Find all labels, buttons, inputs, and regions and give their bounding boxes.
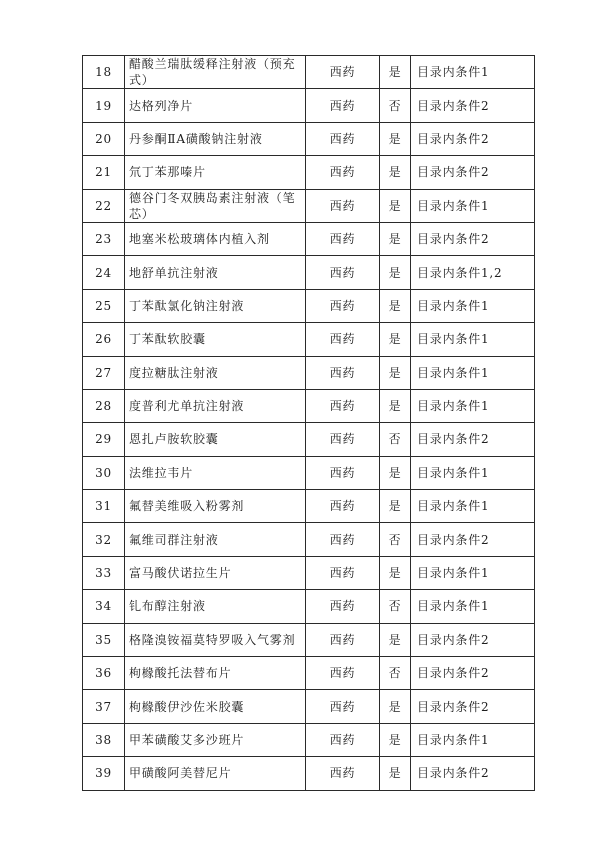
drug-category-cell: 西药	[306, 122, 380, 155]
yes-no-cell: 否	[380, 89, 411, 122]
drug-name-cell: 达格列净片	[125, 89, 306, 122]
drug-name-cell: 德谷门冬双胰岛素注射液（笔芯）	[125, 189, 306, 222]
drug-category-cell: 西药	[306, 256, 380, 289]
row-number-cell: 23	[83, 222, 125, 255]
yes-no-cell: 是	[380, 490, 411, 523]
table-row	[83, 690, 535, 723]
row-number-cell: 32	[83, 523, 125, 556]
table-row	[83, 723, 535, 756]
catalog-condition-cell: 目录内条件1	[411, 56, 535, 89]
drug-category-cell: 西药	[306, 523, 380, 556]
drug-category-cell: 西药	[306, 289, 380, 322]
drug-name-cell: 丁苯酞氯化钠注射液	[125, 289, 306, 322]
drug-name-cell: 恩扎卢胺软胶囊	[125, 423, 306, 456]
drug-name-cell: 丹参酮ⅡA磺酸钠注射液	[125, 122, 306, 155]
catalog-condition-cell: 目录内条件2	[411, 222, 535, 255]
drug-category-cell: 西药	[306, 757, 380, 790]
drug-category-cell: 西药	[306, 723, 380, 756]
table-row	[83, 456, 535, 489]
table-row	[83, 89, 535, 122]
table-row	[83, 122, 535, 155]
drug-list-table-body	[83, 56, 535, 791]
yes-no-cell: 是	[380, 757, 411, 790]
row-number-cell: 26	[83, 323, 125, 356]
drug-category-cell: 西药	[306, 456, 380, 489]
yes-no-cell: 是	[380, 623, 411, 656]
yes-no-cell: 是	[380, 122, 411, 155]
catalog-condition-cell: 目录内条件1	[411, 289, 535, 322]
drug-category-cell: 西药	[306, 156, 380, 189]
yes-no-cell: 否	[380, 590, 411, 623]
drug-name-cell: 地舒单抗注射液	[125, 256, 306, 289]
yes-no-cell: 是	[380, 690, 411, 723]
table-row	[83, 356, 535, 389]
yes-no-cell: 否	[380, 657, 411, 690]
yes-no-cell: 是	[380, 222, 411, 255]
catalog-condition-cell: 目录内条件2	[411, 423, 535, 456]
drug-name-cell: 氘丁苯那嗪片	[125, 156, 306, 189]
catalog-condition-cell: 目录内条件1	[411, 189, 535, 222]
drug-name-cell: 丁苯酞软胶囊	[125, 323, 306, 356]
yes-no-cell: 否	[380, 523, 411, 556]
drug-name-cell: 氟维司群注射液	[125, 523, 306, 556]
yes-no-cell: 是	[380, 323, 411, 356]
catalog-condition-cell: 目录内条件1	[411, 490, 535, 523]
row-number-cell: 33	[83, 556, 125, 589]
yes-no-cell: 是	[380, 156, 411, 189]
drug-category-cell: 西药	[306, 222, 380, 255]
catalog-condition-cell: 目录内条件2	[411, 757, 535, 790]
drug-name-cell: 甲苯磺酸艾多沙班片	[125, 723, 306, 756]
table-row	[83, 623, 535, 656]
yes-no-cell: 是	[380, 356, 411, 389]
table-row	[83, 423, 535, 456]
drug-name-cell: 格隆溴铵福莫特罗吸入气雾剂	[125, 623, 306, 656]
table-row	[83, 523, 535, 556]
drug-name-cell: 氟替美维吸入粉雾剂	[125, 490, 306, 523]
table-row	[83, 590, 535, 623]
drug-name-cell: 钆布醇注射液	[125, 590, 306, 623]
catalog-condition-cell: 目录内条件1	[411, 590, 535, 623]
drug-category-cell: 西药	[306, 56, 380, 89]
yes-no-cell: 是	[380, 389, 411, 422]
catalog-condition-cell: 目录内条件2	[411, 523, 535, 556]
row-number-cell: 22	[83, 189, 125, 222]
catalog-condition-cell: 目录内条件2	[411, 122, 535, 155]
drug-name-cell: 甲磺酸阿美替尼片	[125, 757, 306, 790]
catalog-condition-cell: 目录内条件1	[411, 456, 535, 489]
row-number-cell: 27	[83, 356, 125, 389]
drug-name-cell: 法维拉韦片	[125, 456, 306, 489]
catalog-condition-cell: 目录内条件2	[411, 623, 535, 656]
row-number-cell: 19	[83, 89, 125, 122]
drug-category-cell: 西药	[306, 657, 380, 690]
table-row	[83, 490, 535, 523]
drug-category-cell: 西药	[306, 89, 380, 122]
row-number-cell: 38	[83, 723, 125, 756]
drug-name-cell: 枸橼酸伊沙佐米胶囊	[125, 690, 306, 723]
catalog-condition-cell: 目录内条件1	[411, 556, 535, 589]
row-number-cell: 25	[83, 289, 125, 322]
yes-no-cell: 是	[380, 289, 411, 322]
yes-no-cell: 是	[380, 456, 411, 489]
row-number-cell: 34	[83, 590, 125, 623]
row-number-cell: 39	[83, 757, 125, 790]
table-row	[83, 222, 535, 255]
catalog-condition-cell: 目录内条件1	[411, 389, 535, 422]
yes-no-cell: 是	[380, 723, 411, 756]
row-number-cell: 21	[83, 156, 125, 189]
drug-category-cell: 西药	[306, 690, 380, 723]
drug-category-cell: 西药	[306, 389, 380, 422]
catalog-condition-cell: 目录内条件2	[411, 156, 535, 189]
drug-category-cell: 西药	[306, 623, 380, 656]
table-row	[83, 189, 535, 222]
yes-no-cell: 否	[380, 423, 411, 456]
catalog-condition-cell: 目录内条件1	[411, 323, 535, 356]
table-row	[83, 556, 535, 589]
table-row	[83, 657, 535, 690]
yes-no-cell: 是	[380, 56, 411, 89]
row-number-cell: 28	[83, 389, 125, 422]
drug-category-cell: 西药	[306, 423, 380, 456]
drug-name-cell: 度普利尤单抗注射液	[125, 389, 306, 422]
table-row	[83, 256, 535, 289]
yes-no-cell: 是	[380, 189, 411, 222]
drug-name-cell: 地塞米松玻璃体内植入剂	[125, 222, 306, 255]
catalog-condition-cell: 目录内条件1	[411, 723, 535, 756]
catalog-condition-cell: 目录内条件1,2	[411, 256, 535, 289]
drug-name-cell: 度拉糖肽注射液	[125, 356, 306, 389]
catalog-condition-cell: 目录内条件1	[411, 356, 535, 389]
table-row	[83, 56, 535, 89]
drug-category-cell: 西药	[306, 323, 380, 356]
table-row	[83, 323, 535, 356]
drug-name-cell: 醋酸兰瑞肽缓释注射液（预充式）	[125, 56, 306, 89]
row-number-cell: 35	[83, 623, 125, 656]
row-number-cell: 18	[83, 56, 125, 89]
drug-category-cell: 西药	[306, 356, 380, 389]
row-number-cell: 31	[83, 490, 125, 523]
row-number-cell: 20	[83, 122, 125, 155]
row-number-cell: 29	[83, 423, 125, 456]
drug-category-cell: 西药	[306, 189, 380, 222]
drug-category-cell: 西药	[306, 490, 380, 523]
table-row	[83, 289, 535, 322]
row-number-cell: 37	[83, 690, 125, 723]
catalog-condition-cell: 目录内条件2	[411, 657, 535, 690]
drug-name-cell: 枸橼酸托法替布片	[125, 657, 306, 690]
yes-no-cell: 是	[380, 556, 411, 589]
drug-category-cell: 西药	[306, 556, 380, 589]
catalog-condition-cell: 目录内条件2	[411, 89, 535, 122]
row-number-cell: 24	[83, 256, 125, 289]
row-number-cell: 36	[83, 657, 125, 690]
drug-category-cell: 西药	[306, 590, 380, 623]
drug-list-table	[82, 55, 535, 791]
yes-no-cell: 是	[380, 256, 411, 289]
table-row	[83, 757, 535, 790]
catalog-condition-cell: 目录内条件2	[411, 690, 535, 723]
table-row	[83, 389, 535, 422]
drug-name-cell: 富马酸伏诺拉生片	[125, 556, 306, 589]
table-row	[83, 156, 535, 189]
row-number-cell: 30	[83, 456, 125, 489]
